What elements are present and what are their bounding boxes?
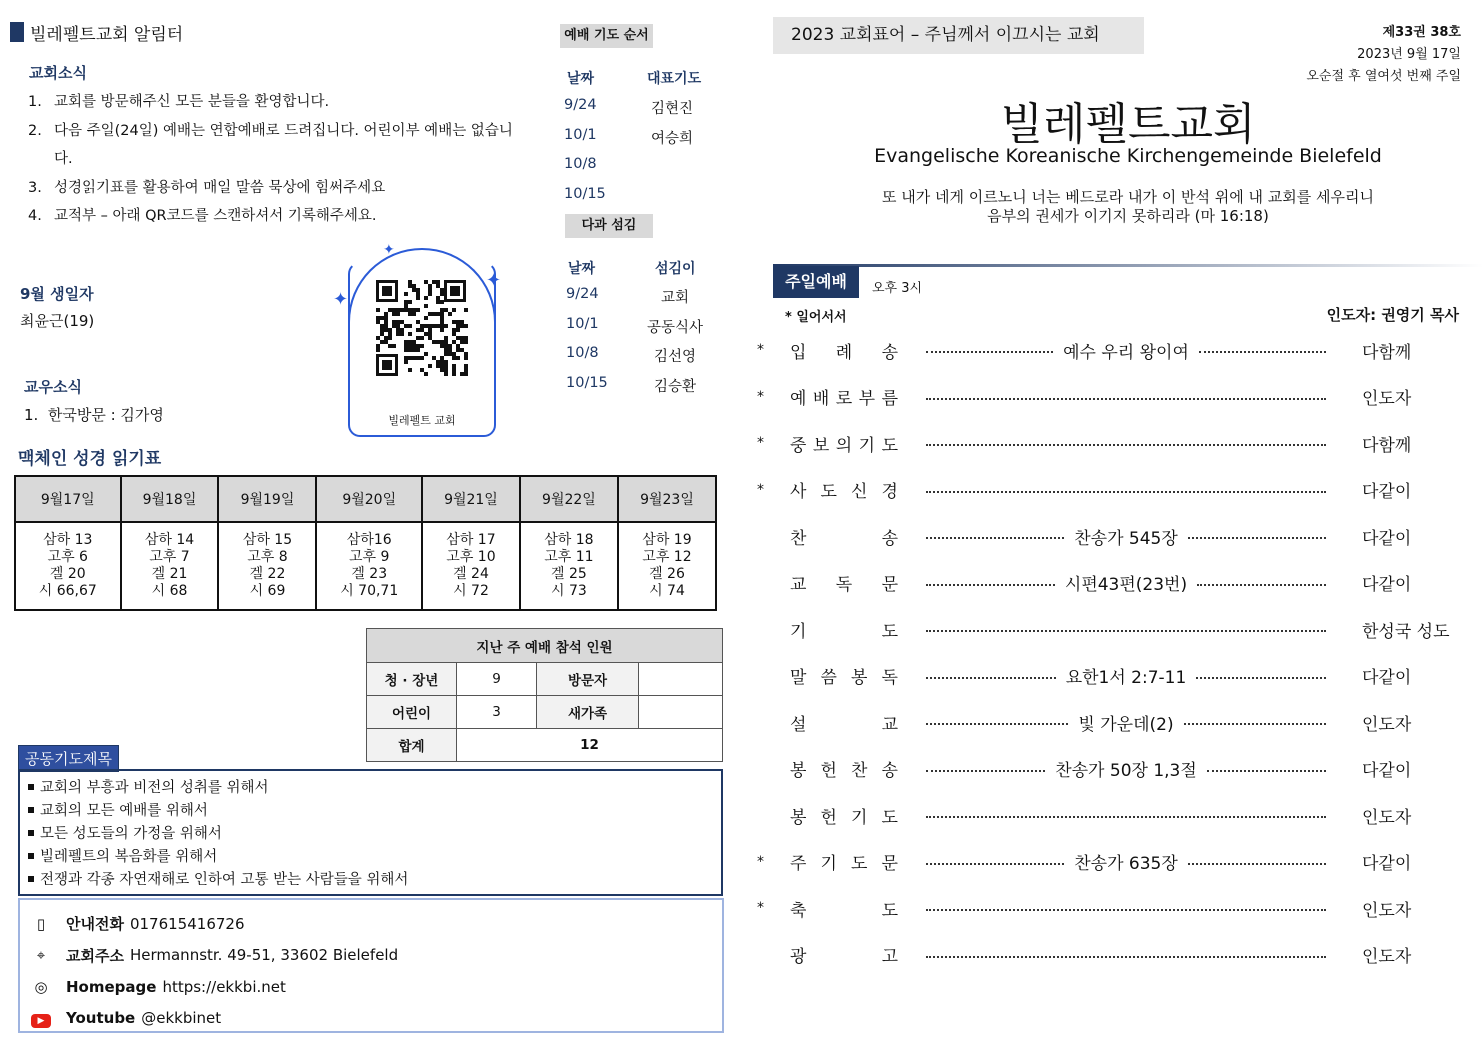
schedule-person: 교회 (660, 290, 689, 306)
youtube-icon: ▶ (30, 1009, 52, 1028)
prayer-item: 전쟁과 각종 자연재해로 인하여 고통 받는 사람들을 위해서 (28, 869, 713, 892)
phone-number[interactable]: 017615416726 (129, 914, 245, 933)
qr-code[interactable] (374, 276, 468, 380)
service-item-detail (926, 440, 1326, 446)
service-item-person: 다함께 (1362, 435, 1412, 456)
service-item-person: 다같이 (1362, 528, 1412, 549)
location-pin-icon: ⌖ (36, 946, 46, 965)
service-item-detail: 시편43편(23번) (926, 570, 1326, 595)
schedule-person: 김현진 (650, 101, 694, 117)
reading-day-header: 9월19일 (218, 476, 316, 522)
service-item-person: 인도자 (1362, 807, 1412, 828)
service-item-name: 축 도 (790, 900, 898, 921)
reading-day-header: 9월17일 (15, 476, 121, 522)
service-item (757, 335, 1469, 365)
sparkle-icon: ✦ (333, 289, 349, 310)
service-item-name: 찬 송 (790, 528, 898, 549)
service-item-person: 다같이 (1362, 575, 1412, 595)
service-item-person: 다같이 (1362, 482, 1412, 502)
contact-homepage: ◎ Homepage https://ekkbi.net (30, 971, 712, 1003)
prayer-item: 빌레펠트의 복음화를 위해서 (28, 846, 713, 869)
schedule-date: 9/24 (566, 286, 599, 302)
service-item-person: 인도자 (1362, 714, 1412, 735)
prayer-item: 모든 성도들의 가정을 위해서 (28, 823, 713, 846)
schedule-person: 김선영 (653, 349, 697, 365)
service-item (757, 754, 1469, 784)
birthday-heading: 9월 생일자 (20, 285, 94, 303)
service-item (757, 847, 1469, 877)
church-motto: 2023 교회표어 – 주님께서 이끄시는 교회 (773, 17, 1144, 54)
service-item-name: 주 기 도 문 (790, 854, 898, 874)
reading-plan-table (14, 475, 717, 611)
reading-day-cell: 삼하 15 고후 8 겔 22 시 69 (218, 522, 316, 610)
attendance-value: 9 (457, 663, 537, 696)
stand-marker: * (757, 853, 764, 870)
service-item-detail (926, 812, 1326, 818)
issue-info (1306, 22, 1461, 88)
prayer-item: 교회의 모든 예배를 위해서 (28, 800, 713, 823)
reading-plan-header-row (15, 476, 716, 522)
service-item-person: 인도자 (1362, 389, 1412, 409)
prayer-topics-box (18, 769, 723, 896)
schedule-date: 10/1 (564, 126, 597, 143)
service-item (757, 661, 1469, 691)
service-item-detail: 찬송가 545장 (926, 524, 1326, 549)
attendance-label: 어린이 (367, 696, 457, 729)
attendance-label: 청 · 장년 (367, 663, 457, 696)
phone-icon: ▯ (36, 914, 46, 933)
service-time: 오후 3시 (872, 281, 923, 296)
schedule-person-header: 대표기도 (647, 71, 702, 87)
stand-marker: * (757, 435, 764, 451)
reading-day-header: 9월23일 (618, 476, 716, 522)
service-item (757, 475, 1469, 505)
service-item-person: 다함께 (1362, 342, 1412, 363)
news-item: 2. 다음 주일(24일) 예배는 연합예배로 드려집니다. 어린이부 예배는 없습니다. (28, 122, 513, 167)
contact-youtube: ▶ Youtube @ekkbinet (30, 1003, 712, 1035)
stand-note: * 일어서서 (785, 310, 847, 325)
contact-address: ⌖ 교회주소 Hermannstr. 49-51, 33602 Bielefeld (30, 940, 712, 972)
service-item-name: 말 씀 봉 독 (790, 668, 898, 688)
reading-day-header: 9월22일 (520, 476, 618, 522)
church-german-name: Evangelische Koreanische Kirchengemeinde Bielefeld (874, 145, 1382, 167)
bulletin-title: 빌레펠트교회 알림터 (30, 25, 184, 45)
service-item (757, 428, 1469, 458)
serving-heading: 다과 섬김 (565, 214, 653, 238)
attendance-total: 12 (457, 729, 723, 762)
service-item (757, 800, 1469, 830)
attendance-label: 방문자 (537, 663, 639, 696)
reading-plan-heading: 맥체인 성경 읽기표 (18, 449, 162, 469)
contact-box (18, 898, 724, 1033)
service-item (757, 521, 1469, 551)
service-leader: 인도자: 권영기 목사 (1326, 306, 1459, 324)
news-item: 1. 교회를 방문해주신 모든 분들을 환영합니다. (28, 94, 330, 110)
reading-day-cell: 삼하 19 고후 12 겔 26 시 74 (618, 522, 716, 610)
attendance-value: 3 (457, 696, 537, 729)
schedule-date: 9/24 (564, 97, 597, 113)
service-item-detail (926, 626, 1326, 632)
schedule-date: 10/15 (564, 185, 606, 202)
member-news-item: 1. 한국방문 : 김가영 (24, 406, 164, 424)
homepage-link[interactable]: https://ekkbi.net (162, 977, 286, 996)
news-item: 3. 성경읽기표를 활용하여 매일 말씀 묵상에 힘써주세요 (28, 179, 386, 196)
service-heading: 주일예배 (773, 266, 859, 298)
stand-marker: * (757, 342, 764, 358)
schedule-date-header: 날짜 (567, 71, 595, 87)
attendance-heading: 지난 주 예배 참석 인원 (367, 629, 723, 663)
prayer-order-heading: 예배 기도 순서 (560, 24, 653, 48)
issue-date: 2023년 9월 17일 (1357, 47, 1461, 62)
service-item-detail: 예수 우리 왕이여 (926, 338, 1326, 363)
news-heading: 교회소식 (29, 64, 87, 82)
schedule-person: 김승환 (653, 378, 697, 395)
sparkle-icon: ✦ (383, 242, 395, 258)
schedule-person: 공동식사 (646, 319, 704, 336)
service-item (757, 568, 1469, 598)
reading-day-cell: 삼하16 고후 9 겔 23 시 70,71 (316, 522, 422, 610)
issue-week: 오순절 후 열여섯 번째 주일 (1306, 69, 1461, 84)
reading-day-cell: 삼하 14 고후 7 겔 21 시 68 (121, 522, 219, 610)
birthday-text: 최윤근(19) (20, 312, 95, 330)
title-accent-bar (10, 22, 24, 42)
schedule-date: 10/15 (566, 374, 608, 391)
service-item-name: 기 도 (790, 621, 898, 642)
qr-caption: 빌레펠트 교회 (388, 414, 456, 427)
attendance-table (366, 628, 723, 762)
service-item-person: 한성국 성도 (1362, 621, 1450, 642)
attendance-value (639, 696, 723, 729)
stand-marker: * (757, 481, 764, 498)
service-item-person: 다같이 (1362, 668, 1412, 688)
schedule-date: 10/8 (566, 345, 599, 361)
service-item-detail (926, 394, 1326, 400)
member-news-heading: 교우소식 (24, 378, 82, 396)
stand-marker: * (757, 388, 764, 405)
service-item-detail (926, 952, 1326, 958)
sparkle-icon: ✦ (486, 270, 502, 291)
reading-day-cell: 삼하 17 고후 10 겔 24 시 72 (422, 522, 520, 610)
service-item-detail (926, 905, 1326, 911)
scripture-verse: 또 내가 네게 이르노니 너는 베드로라 내가 이 반석 위에 내 교회를 세우리니 음부의 권세가 이기지 못하리라 (마 16:18) (882, 188, 1374, 225)
service-item-detail: 찬송가 50장 1,3절 (926, 756, 1326, 781)
section-divider (773, 264, 1483, 267)
news-item: 4. 교적부 – 아래 QR코드를 스캔하셔서 기록해주세요. (28, 208, 377, 224)
service-item-name: 중 보 의 기 도 (790, 435, 898, 456)
reading-day-header: 9월18일 (121, 476, 219, 522)
service-item-person: 다같이 (1362, 761, 1412, 781)
reading-plan-row (15, 522, 716, 610)
service-item-detail (926, 487, 1326, 493)
service-item-person: 인도자 (1362, 947, 1412, 967)
prayer-topics-heading: 공동기도제목 (18, 745, 119, 772)
service-item-person: 다같이 (1362, 854, 1412, 874)
news-list (28, 88, 528, 231)
attendance-label: 합계 (367, 729, 457, 762)
globe-icon: ◎ (34, 977, 48, 996)
schedule-date-header: 날짜 (568, 261, 596, 277)
contact-phone: ▯ 안내전화 017615416726 (30, 908, 712, 940)
reading-day-header: 9월21일 (422, 476, 520, 522)
schedule-person-header: 섬김이 (655, 261, 696, 277)
service-item (757, 893, 1469, 923)
reading-day-header: 9월20일 (316, 476, 422, 522)
service-item-detail: 찬송가 635장 (926, 849, 1326, 874)
service-item-detail: 요한1서 2:7-11 (926, 663, 1326, 688)
service-item-name: 설 교 (790, 714, 898, 735)
schedule-date: 10/1 (566, 315, 599, 332)
service-item (757, 382, 1469, 412)
service-item-person: 인도자 (1362, 900, 1412, 921)
service-item-name: 광 고 (790, 947, 898, 967)
service-item-name: 입 례 송 (790, 342, 898, 363)
service-item (757, 614, 1469, 644)
prayer-item: 교회의 부흥과 비전의 성취를 위해서 (28, 777, 713, 800)
service-item (757, 940, 1469, 970)
schedule-date: 10/8 (564, 156, 597, 172)
reading-day-cell: 삼하 13 고후 6 겔 20 시 66,67 (15, 522, 121, 610)
issue-volume: 제33권 38호 (1382, 25, 1461, 40)
attendance-value (639, 663, 723, 696)
service-item (757, 707, 1469, 737)
stand-marker: * (757, 900, 764, 916)
service-item-name: 예 배 로 부 름 (790, 389, 898, 409)
schedule-person: 여승희 (650, 130, 694, 147)
service-item-name: 봉 헌 기 도 (790, 807, 898, 828)
service-item-name: 봉 헌 찬 송 (790, 761, 898, 781)
service-item-name: 사 도 신 경 (790, 482, 898, 502)
service-item-name: 교 독 문 (790, 575, 898, 595)
attendance-label: 새가족 (537, 696, 639, 729)
service-item-detail: 빛 가운데(2) (926, 710, 1326, 735)
reading-day-cell: 삼하 18 고후 11 겔 25 시 73 (520, 522, 618, 610)
youtube-link[interactable]: @ekkbinet (141, 1009, 222, 1028)
church-name: 빌레펠트교회 (1000, 99, 1256, 150)
